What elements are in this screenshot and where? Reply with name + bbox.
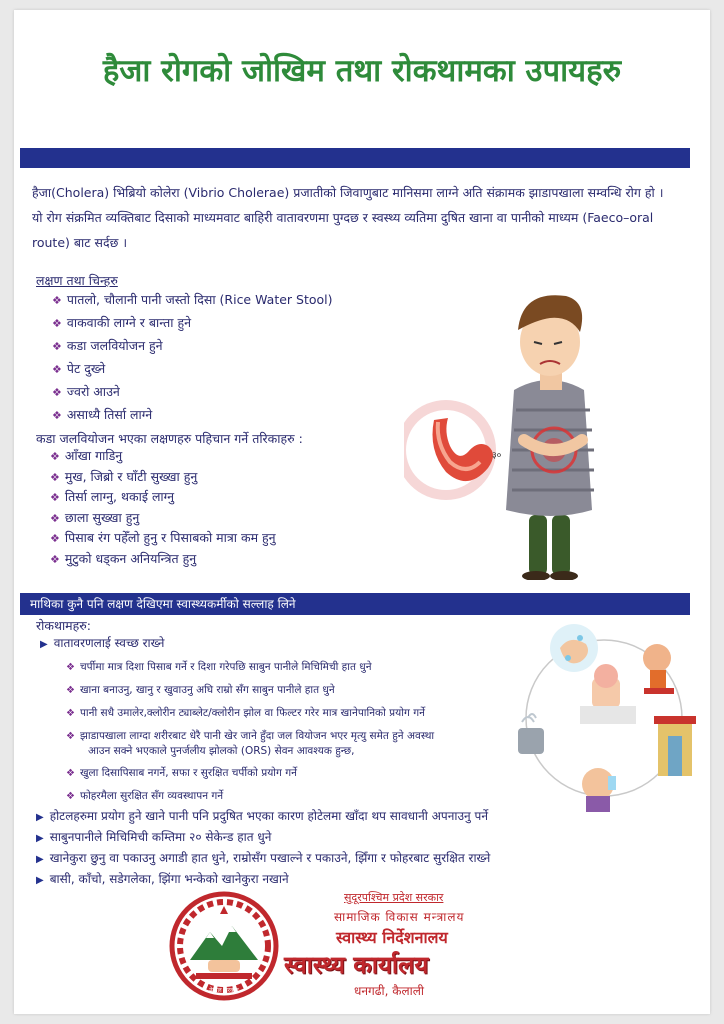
triangle-bullet-icon: ▶ xyxy=(40,639,48,650)
list-item: ❖ पानी सधै उमालेर,क्लोरीन ट्याब्लेट/क्लोरीन झोल वा फिल्टर गरेर मात्र खानेपानिको प्रयोग गर्ने xyxy=(66,707,425,719)
list-item: ❖ झाडापखाला लाग्दा शरीरबाट धेरै पानी खेर जाने हुँदा जल वियोजन भएर मृत्यु समेत हुने अवस्था xyxy=(66,730,435,742)
diamond-bullet-icon: ❖ xyxy=(66,731,75,742)
poster xyxy=(14,10,710,1014)
diamond-bullet-icon: ❖ xyxy=(66,791,75,802)
prevention-heading: रोकथामहरु: xyxy=(36,618,91,633)
hygiene-illustration xyxy=(494,618,708,814)
list-item: ❖ छाला सुख्खा हुनु xyxy=(50,509,140,525)
diamond-bullet-icon: ❖ xyxy=(50,491,60,504)
triangle-bullet-icon: ▶ xyxy=(36,854,44,865)
list-item: ▶ होटलहरुमा प्रयोग हुने खाने पानी पनि प्रदुषित भएका कारण होटेलमा खाँदा थप सावधानी अपनाउनु पर्ने xyxy=(36,809,488,823)
list-item: ❖ पातलो, चौलानी पानी जस्तो दिसा (Rice Water Stool) xyxy=(52,292,333,307)
prevention-sub-list-2 xyxy=(66,762,297,808)
ministry-line: सामाजिक विकास मन्त्रालय xyxy=(334,910,465,924)
symptoms-heading: लक्षण तथा चिन्हरु xyxy=(36,273,118,288)
triangle-bullet-icon: ▶ xyxy=(36,833,44,844)
list-item: ❖ मुटुको धड्कन अनियन्त्रित हुनु xyxy=(50,550,197,566)
page-title: हैजा रोगको जोखिम तथा रोकथामका उपायहरु xyxy=(102,53,622,89)
diamond-bullet-icon: ❖ xyxy=(50,450,60,463)
list-item: ❖ वाकवाकी लाग्ने र बान्ता हुने xyxy=(52,315,192,330)
diamond-bullet-icon: ❖ xyxy=(50,470,60,484)
prevention-main-list xyxy=(36,806,490,890)
government-line: सुदूरपश्चिम प्रदेश सरकार xyxy=(344,891,444,904)
stomach-label: ३० xyxy=(492,451,502,461)
diamond-bullet-icon: ❖ xyxy=(66,685,75,696)
sick-person-illustration xyxy=(404,280,604,580)
list-item: ❖ कडा जलवियोजन हुने xyxy=(52,338,163,353)
diamond-bullet-icon: ❖ xyxy=(52,363,62,376)
list-item: ▶ साबुनपानीले मिचिमिची कम्तिमा २० सेकेन्ड हात धुने xyxy=(36,830,272,844)
dehydration-heading: कडा जलवियोजन भएका लक्षणहरु पहिचान गर्ने तरिकाहरु : xyxy=(36,431,303,446)
diamond-bullet-icon: ❖ xyxy=(52,340,62,353)
nepal-government-emblem xyxy=(168,890,280,1002)
diamond-bullet-icon: ❖ xyxy=(50,552,60,566)
ors-continuation: आउन सक्ने भएकाले पुनर्जलीय झोलको (ORS) सेवन आवश्यक हुन्छ, xyxy=(88,745,355,757)
list-item: ❖ पेट दुख्ने xyxy=(52,361,106,376)
list-item: ❖ ज्वरो आउने xyxy=(52,384,120,399)
advice-bar: माथिका कुनै पनि लक्षण देखिएमा स्वास्थ्यकर्मीको सल्लाह लिने xyxy=(20,593,690,615)
diamond-bullet-icon: ❖ xyxy=(52,409,62,422)
list-item: ❖ असाध्यै तिर्सा लाग्ने xyxy=(52,407,153,422)
office-location: धनगढी, कैलाली xyxy=(354,984,424,998)
directorate-line: स्वास्थ्य निर्देशनालय xyxy=(336,928,448,947)
list-item: ❖ पिसाब रंग पहेँलो हुनु र पिसाबको मात्रा कम हुनु xyxy=(50,530,276,545)
list-item: ❖ तिर्सा लाग्नु, थकाई लाग्नु xyxy=(50,489,175,504)
diamond-bullet-icon: ❖ xyxy=(50,511,60,525)
intro-paragraph: हैजा(Cholera) भिब्रियो कोलेरा (Vibrio Cholerae) प्रजातीको जिवाणुबाट मानिसमा लाग्ने अति संक्रामक झाडापखाला सम्वन्धि रोग हो । यो रोग संक्रमित व्यक्तिबाट दिसाको माध्यमवाट बाहिरी वातावरणमा पुग्दछ र स्वस्थ्य व्यतिमा दुषित खाना वा पानीको माध्यम (Faeco–oral route) बाट सर्दछ । xyxy=(32,185,664,250)
diamond-bullet-icon: ❖ xyxy=(66,708,75,719)
list-item: ❖ मुख, जिब्रो र घाँटी सुख्खा हुनु xyxy=(50,468,198,484)
list-item: ▶ बासी, काँचो, सडेगलेका, झिंगा भन्केको खानेकुरा नखाने xyxy=(36,872,289,886)
triangle-bullet-icon: ▶ xyxy=(36,812,44,823)
diamond-bullet-icon: ❖ xyxy=(50,532,60,545)
list-item: ❖ आँखा गाडिनु xyxy=(50,448,123,463)
list-item: ❖ खाना बनाउनु, खानु र खुवाउनु अघि राम्रो सँग साबुन पानीले हात धुने xyxy=(66,684,335,696)
diamond-bullet-icon: ❖ xyxy=(52,386,62,399)
prevention-sub-list xyxy=(66,656,434,748)
list-item: ▶ खानेकुरा छुनु वा पकाउनु अगाडी हात धुने, राम्रोसँग पखाल्ने र पकाउने, झिँगा र फोहरबाट सुरक्षित राख्ने xyxy=(36,851,491,865)
list-item: ❖ फोहरमैला सुरक्षित सँग व्यवस्थापन गर्ने xyxy=(66,790,224,802)
dehydration-list xyxy=(50,446,276,569)
triangle-bullet-icon: ▶ xyxy=(36,875,44,886)
footer xyxy=(14,882,710,1014)
diamond-bullet-icon: ❖ xyxy=(52,294,62,307)
diamond-bullet-icon: ❖ xyxy=(66,768,75,779)
divider-bar xyxy=(20,148,690,168)
diamond-bullet-icon: ❖ xyxy=(52,317,62,330)
list-item: ❖ चर्पीमा मात्र दिशा पिसाब गर्ने र दिशा गरेपछि साबुन पानीले मिचिमिची हात धुने xyxy=(66,661,372,673)
diamond-bullet-icon: ❖ xyxy=(66,662,75,673)
symptoms-list xyxy=(52,288,333,426)
emblem-text: नेपाल सरकार xyxy=(209,987,239,994)
env-item: ▶ वातावरणलाई स्वच्छ राख्ने xyxy=(40,636,165,650)
list-item: ❖ खुला दिसापिसाब नगर्ने, सफा र सुरक्षित चर्पीको प्रयोग गर्ने xyxy=(66,767,298,779)
office-name: स्वास्थ्य कार्यालय xyxy=(284,951,429,979)
